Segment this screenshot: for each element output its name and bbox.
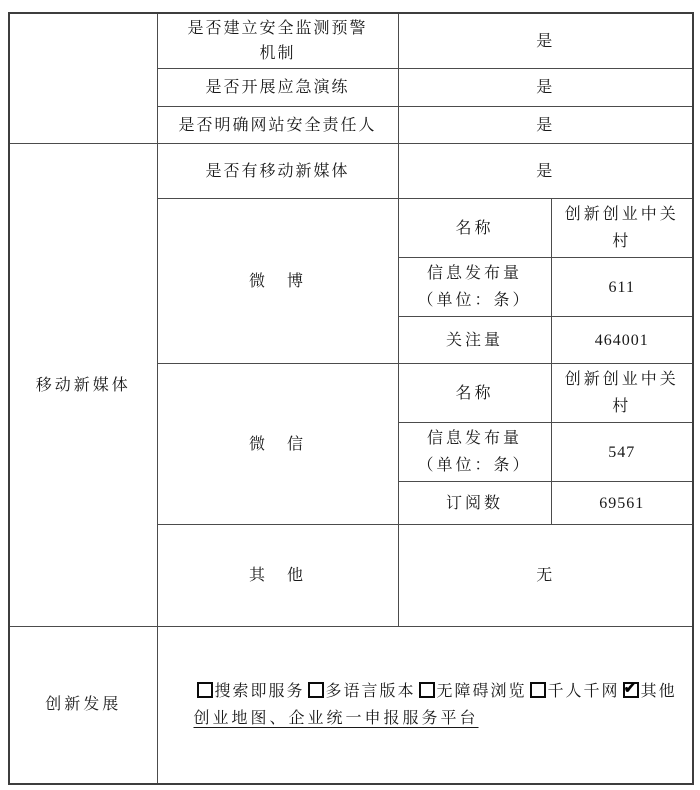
option-personalized: 千人千网 (527, 683, 620, 700)
weibo-posts-label: 信息发布量 （单位：条） (398, 258, 551, 317)
option-accessibility: 无障碍浏览 (416, 683, 527, 700)
wechat-posts-value: 547 (551, 423, 693, 482)
checkbox-search-as-service[interactable] (197, 682, 213, 698)
question-has-mobile-media: 是否有移动新媒体 (157, 144, 398, 199)
weibo-posts-value: 611 (551, 258, 693, 317)
row-security-monitor (9, 13, 693, 69)
section-label-mobile-media: 移动新媒体 (9, 144, 157, 627)
question-emergency-drill: 是否开展应急演练 (157, 69, 398, 107)
wechat-name-label: 名称 (398, 364, 551, 423)
answer-emergency-drill: 是 (398, 69, 693, 107)
wechat-name-value: 创新创业中关村 (551, 364, 693, 423)
option-other: ✔ 其他 (620, 683, 677, 700)
platform-label-wechat: 微 信 (157, 364, 398, 525)
weibo-followers-value: 464001 (551, 317, 693, 364)
checkbox-accessibility[interactable] (419, 682, 435, 698)
question-security-monitor: 是否建立安全监测预警机制 (157, 13, 398, 69)
annual-report-table (8, 12, 694, 785)
checkbox-other[interactable] (623, 682, 639, 698)
other-media-value: 无 (398, 525, 693, 627)
wechat-posts-label: 信息发布量 （单位：条） (398, 423, 551, 482)
wechat-subscribers-label: 订阅数 (398, 482, 551, 525)
row-has-mobile-media (9, 144, 693, 199)
option-multilingual: 多语言版本 (305, 683, 416, 700)
answer-has-mobile-media: 是 (398, 144, 693, 199)
weibo-name-label: 名称 (398, 199, 551, 258)
section-cell-blank (9, 13, 157, 144)
checkbox-personalized[interactable] (530, 682, 546, 698)
option-search-as-service: 搜索即服务 (194, 683, 305, 700)
wechat-subscribers-value: 69561 (551, 482, 693, 525)
answer-security-officer: 是 (398, 107, 693, 144)
question-security-officer: 是否明确网站安全责任人 (157, 107, 398, 144)
answer-security-monitor: 是 (398, 13, 693, 69)
weibo-followers-label: 关注量 (398, 317, 551, 364)
checkbox-multilingual[interactable] (308, 682, 324, 698)
innovation-checkbox-line (194, 678, 683, 705)
innovation-other-detail: 创业地图、企业统一申报服务平台 (193, 709, 479, 727)
other-media-label: 其 他 (157, 525, 398, 627)
weibo-name-value: 创新创业中关村 (551, 199, 693, 258)
row-innovation (9, 627, 693, 784)
section-label-innovation: 创新发展 (9, 627, 157, 784)
platform-label-weibo: 微 博 (157, 199, 398, 364)
innovation-options-cell (157, 627, 693, 784)
